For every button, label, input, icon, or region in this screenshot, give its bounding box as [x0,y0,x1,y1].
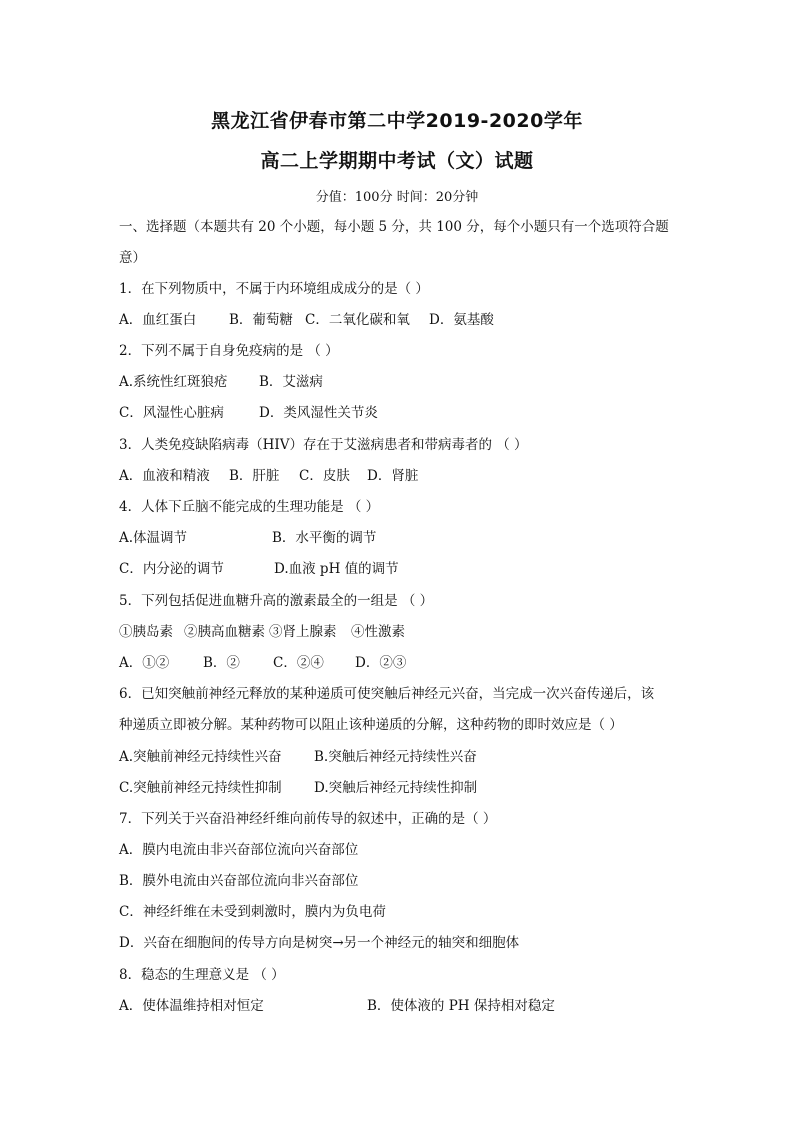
score-time-info: 分值：100分 时间：20分钟 [315,190,479,205]
question-5-stem: 5．下列包括促进血糖升高的激素最全的一组是 （ ） [119,593,434,609]
option-a: A.系统性红斑狼疮 [119,374,228,390]
question-5-options [119,654,406,672]
item-3: ③肾上腺素 [269,624,337,640]
question-2-stem: 2．下列不属于自身免疫病的是 （ ） [119,343,339,359]
option-d: D.突触后神经元持续性抑制 [314,780,478,796]
item-1: ①胰岛素 [119,624,173,640]
question-5-items [119,623,405,641]
option-b: B．肝脏 [229,468,280,484]
option-c: C．二氧化碳和氧 [305,312,410,328]
option-a: A.体温调节 [119,530,188,546]
option-b: B.突触后神经元持续性兴奋 [314,749,477,765]
option-c: C．内分泌的调节 [119,561,224,577]
option-c: C.突触前神经元持续性抑制 [119,780,282,796]
question-1-options [119,311,494,329]
section-heading-line-2: 意） [119,250,146,266]
option-b: B．葡萄糖 [229,312,293,328]
question-1-stem: 1．在下列物质中，不属于内环境组成成分的是（ ） [119,281,429,297]
question-4-stem: 4．人体下丘脑不能完成的生理功能是 （ ） [119,499,380,515]
option-c: C．②④ [273,655,324,671]
question-8-options-row-1 [119,997,555,1015]
question-2-options-row-1 [119,373,323,391]
section-heading-line-1: 一、选择题（本题共有 20 个小题，每小题 5 分，共 100 分，每个小题只有一个选项符合题 [119,219,669,235]
option-d: D．类风湿性关节炎 [259,405,378,421]
option-a: A.突触前神经元持续性兴奋 [119,749,282,765]
question-6-options-row-1 [119,748,477,766]
question-7-option-b: B．膜外电流由兴奋部位流向非兴奋部位 [119,873,359,889]
question-7-option-a: A．膜内电流由非兴奋部位流向兴奋部位 [119,842,359,858]
option-b: B．水平衡的调节 [272,530,377,546]
question-4-options-row-1 [119,529,376,547]
question-3-options [119,467,418,485]
exam-title-line-2: 高二上学期期中考试（文）试题 [260,150,534,172]
item-4: ④性激素 [351,624,405,640]
question-7-option-c: C．神经纤维在未受到刺激时，膜内为负电荷 [119,904,386,920]
question-4-options-row-2 [119,560,399,578]
question-6-options-row-2 [119,779,477,797]
option-b: B．艾滋病 [259,374,323,390]
question-7-stem: 7．下列关于兴奋沿神经纤维向前传导的叙述中，正确的是（ ） [119,811,497,827]
option-d: D．②③ [355,655,407,671]
option-a: A．使体温维持相对恒定 [119,998,264,1014]
option-b: B．② [203,655,240,671]
option-a: A．血红蛋白 [119,312,197,328]
option-d: D．氨基酸 [429,312,494,328]
option-c: C．皮肤 [299,468,350,484]
option-c: C．风湿性心脏病 [119,405,224,421]
option-d: D.血液 pH 值的调节 [274,561,399,577]
option-d: D．肾脏 [367,468,419,484]
question-3-stem: 3．人类免疫缺陷病毒（HIV）存在于艾滋病患者和带病毒者的 （ ） [119,437,528,453]
question-2-options-row-2 [119,404,378,422]
question-6-stem-line-1: 6．已知突触前神经元释放的某种递质可使突触后神经元兴奋，当完成一次兴奋传递后，该 [119,686,655,702]
question-7-option-d: D．兴奋在细胞间的传导方向是树突→另一个神经元的轴突和细胞体 [119,935,520,951]
question-6-stem-line-2: 种递质立即被分解。某种药物可以阻止该种递质的分解，这种药物的即时效应是（ ） [119,717,623,733]
question-8-stem: 8．稳态的生理意义是 （ ） [119,967,285,983]
option-b: B．使体液的 PH 保持相对稳定 [367,998,555,1014]
item-2: ②胰高血糖素 [184,624,265,640]
option-a: A．血液和精液 [119,468,210,484]
exam-title-line-1: 黑龙江省伊春市第二中学2019-2020学年 [211,110,583,132]
option-a: A．①② [119,655,170,671]
